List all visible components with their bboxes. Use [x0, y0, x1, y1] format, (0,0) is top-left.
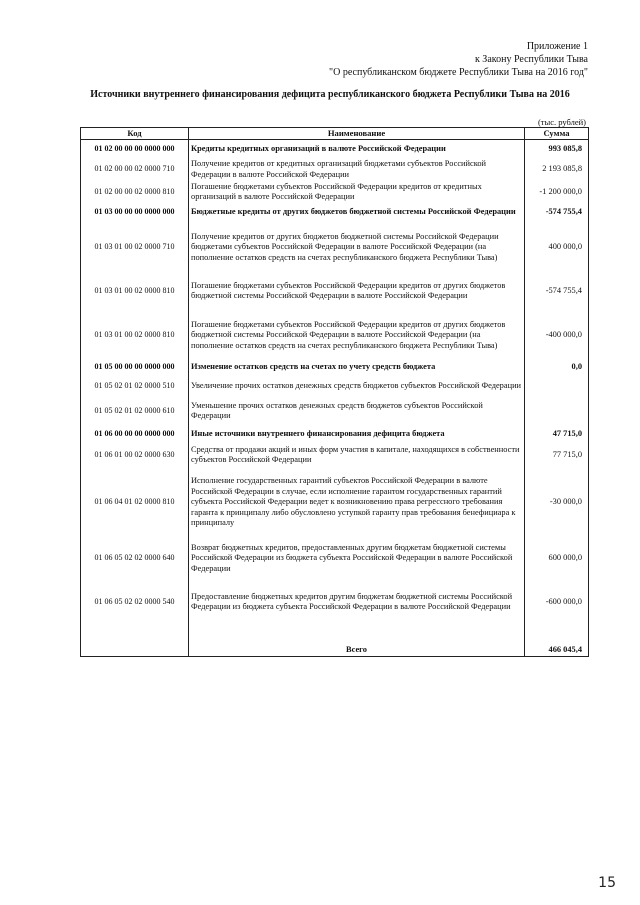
appendix-line-3: "О республиканском бюджете Республики Тыва на 2016 год"	[329, 67, 588, 78]
row-sum: -574 755,4	[525, 202, 589, 222]
row-name: Бюджетные кредиты от других бюджетов бюджетной системы Российской Федерации	[189, 202, 525, 222]
table-row	[81, 182, 589, 203]
table-row	[81, 140, 589, 158]
total-row	[81, 626, 589, 656]
row-name: Иные источники внутреннего финансирования дефицита бюджета	[189, 424, 525, 444]
column-header-code: Код	[81, 128, 189, 140]
row-name: Погашение бюджетами субъектов Российской Федерации кредитов от кредитных организаций в валюте Российской Федерации	[189, 182, 525, 203]
row-code: 01 02 00 00 02 0000 710	[81, 158, 189, 182]
row-name: Получение кредитов от других бюджетов бюджетной системы Российской Федерации бюджетами субъектов Российской Федерации в валюте Российской Федерации (на пополнение остатков средств на счетах республиканского бюджета Республики Тыва)	[189, 222, 525, 272]
row-code: 01 05 00 00 00 0000 000	[81, 360, 189, 374]
table-header-row	[81, 128, 589, 140]
row-name: Изменение остатков средств на счетах по учету средств бюджета	[189, 360, 525, 374]
table-row	[81, 202, 589, 222]
row-sum: 2 193 085,8	[525, 158, 589, 182]
row-code: 01 06 04 01 02 0000 810	[81, 466, 189, 538]
row-name: Уменьшение прочих остатков денежных средств бюджетов субъектов Российской Федерации	[189, 398, 525, 424]
row-code: 01 03 01 00 02 0000 710	[81, 222, 189, 272]
row-code: 01 05 02 01 02 0000 510	[81, 374, 189, 398]
total-label: Всего	[189, 626, 525, 656]
units-label: (тыс. рублей)	[537, 117, 586, 127]
row-name: Кредиты кредитных организаций в валюте Российской Федерации	[189, 140, 525, 158]
row-sum: 77 715,0	[525, 444, 589, 466]
row-sum: -30 000,0	[525, 466, 589, 538]
row-sum: -600 000,0	[525, 578, 589, 626]
row-code: 01 05 02 01 02 0000 610	[81, 398, 189, 424]
row-code: 01 03 01 00 02 0000 810	[81, 272, 189, 310]
table-row	[81, 424, 589, 444]
table-row	[81, 222, 589, 272]
row-name: Предоставление бюджетных кредитов другим бюджетам бюджетной системы Российской Федерации из бюджета субъекта Российской Федерации в валюте Российской Федерации	[189, 578, 525, 626]
row-code: 01 03 01 00 02 0000 810	[81, 310, 189, 360]
table-row	[81, 538, 589, 578]
row-sum: 47 715,0	[525, 424, 589, 444]
row-code: 01 02 00 00 02 0000 810	[81, 182, 189, 203]
row-name: Погашение бюджетами субъектов Российской Федерации кредитов от других бюджетов бюджетной системы Российской Федерации в валюте Российской Федерации (на пополнение остатков средств на счетах республиканского бюджета Республики Тыва)	[189, 310, 525, 360]
appendix-line-2: к Закону Республики Тыва	[474, 54, 588, 65]
document-title: Источники внутреннего финансирования дефицита республиканского бюджета Республики Тыва на 2016	[90, 89, 570, 100]
table-row	[81, 444, 589, 466]
column-header-sum: Сумма	[525, 128, 589, 140]
row-sum: -400 000,0	[525, 310, 589, 360]
table-row	[81, 578, 589, 626]
row-name: Средства от продажи акций и иных форм участия в капитале, находящихся в собственности субъектов Российской Федерации	[189, 444, 525, 466]
row-sum: 400 000,0	[525, 222, 589, 272]
row-sum: 993 085,8	[525, 140, 589, 158]
table-row	[81, 158, 589, 182]
row-code: 01 06 05 02 02 0000 540	[81, 578, 189, 626]
total-code-cell	[81, 626, 189, 656]
table-row	[81, 398, 589, 424]
row-sum: 600 000,0	[525, 538, 589, 578]
table-row	[81, 466, 589, 538]
page-number: 15	[598, 875, 616, 891]
row-sum: -574 755,4	[525, 272, 589, 310]
row-name: Получение кредитов от кредитных организаций бюджетами субъектов Российской Федерации в валюте Российской Федерации	[189, 158, 525, 182]
row-code: 01 02 00 00 00 0000 000	[81, 140, 189, 158]
row-sum	[525, 398, 589, 424]
table-row	[81, 310, 589, 360]
table-row	[81, 374, 589, 398]
row-name: Возврат бюджетных кредитов, предоставленных другим бюджетам бюджетной системы Российской Федерации из бюджета субъекта Российской Федерации в валюте Российской Федерации	[189, 538, 525, 578]
row-name: Исполнение государственных гарантий субъектов Российской Федерации в валюте Российской Федерации в случае, если исполнение гарантом государственных гарантий субъекта Российской Федерации ведет к возникновению права регрессного требования гаранта к принципалу либо обусловлено уступкой гаранту прав требования бенефициара к принципалу	[189, 466, 525, 538]
row-sum: 0,0	[525, 360, 589, 374]
row-code: 01 06 05 02 02 0000 640	[81, 538, 189, 578]
column-header-name: Наименование	[189, 128, 525, 140]
row-sum	[525, 374, 589, 398]
row-code: 01 06 00 00 00 0000 000	[81, 424, 189, 444]
table-row	[81, 272, 589, 310]
appendix-line-1: Приложение 1	[526, 41, 588, 52]
row-name: Увеличение прочих остатков денежных средств бюджетов субъектов Российской Федерации	[189, 374, 525, 398]
table-body	[81, 140, 589, 657]
row-code: 01 03 00 00 00 0000 000	[81, 202, 189, 222]
row-name: Погашение бюджетами субъектов Российской Федерации кредитов от других бюджетов бюджетной системы Российской Федерации в валюте Российской Федерации	[189, 272, 525, 310]
appendix-note	[329, 40, 588, 79]
row-code: 01 06 01 00 02 0000 630	[81, 444, 189, 466]
total-sum: 466 045,4	[525, 626, 589, 656]
financing-sources-table	[80, 127, 589, 657]
table-row	[81, 360, 589, 374]
row-sum: -1 200 000,0	[525, 182, 589, 203]
